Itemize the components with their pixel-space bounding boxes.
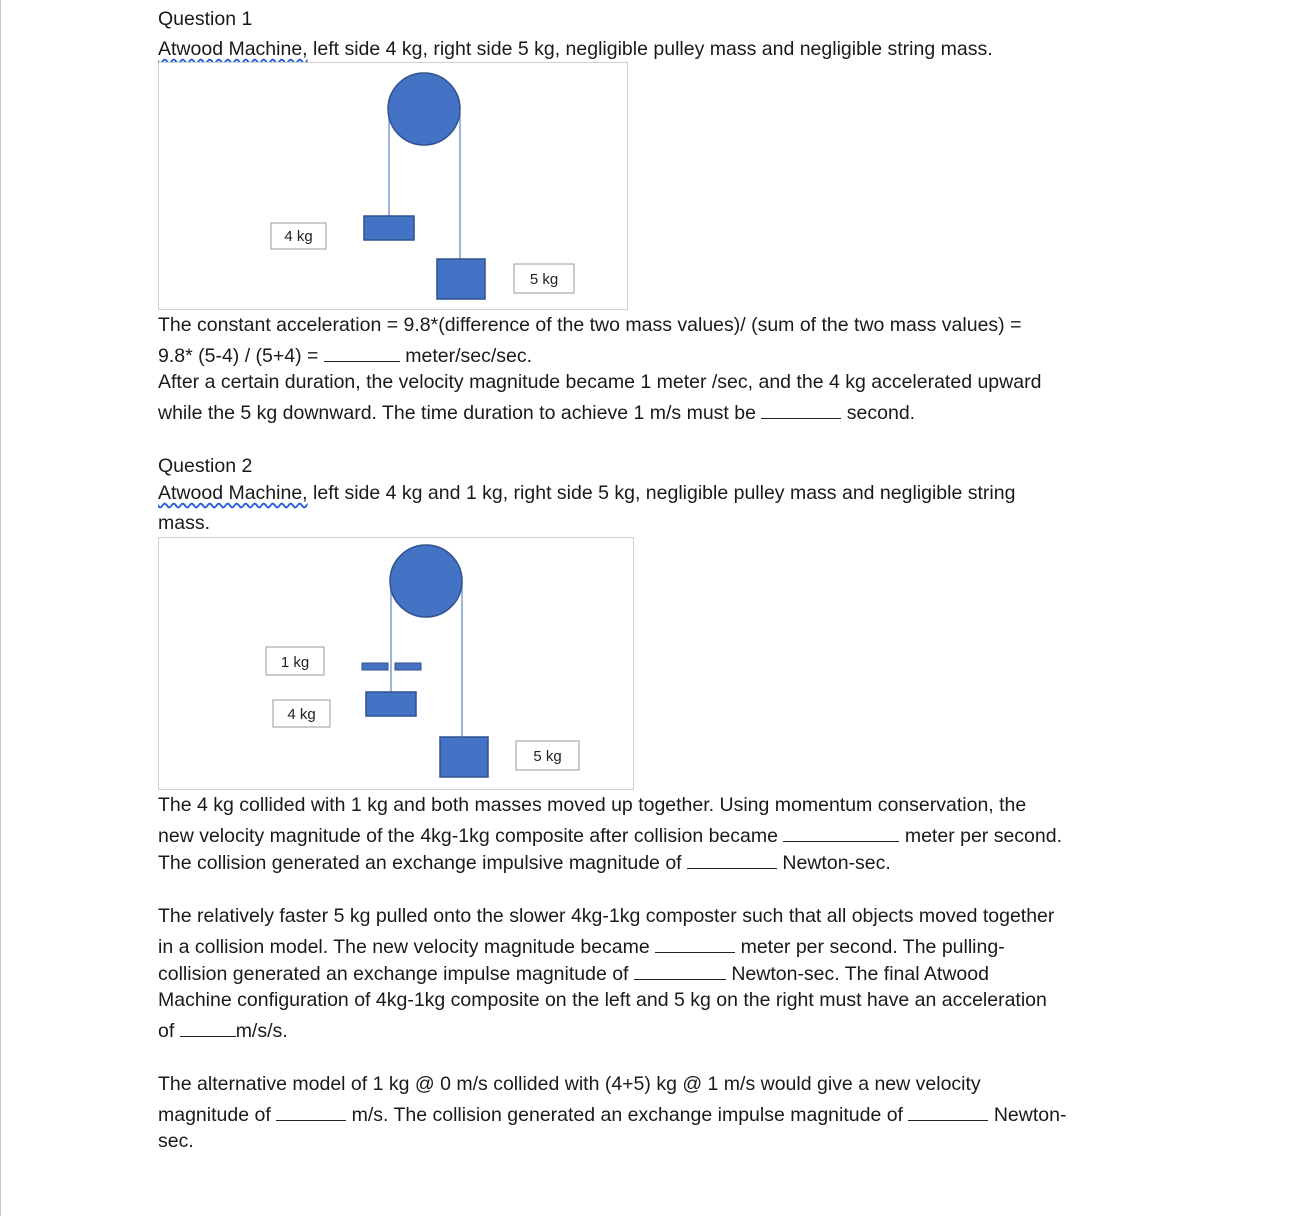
- question-1-heading: Question 1: [158, 8, 253, 30]
- q2-p3-line-1: The alternative model of 1 kg @ 0 m/s collided with (4+5) kg @ 1 m/s would give a new velocity: [158, 1073, 981, 1095]
- q2-p2-line-2: in a collision model. The new velocity magnitude became meter per second. The pulling-: [158, 936, 1005, 958]
- answer-blank-alt-velocity[interactable]: [276, 1103, 346, 1121]
- question-1-intro: Atwood Machine, left side 4 kg, right side 5 kg, negligible pulley mass and negligible string mass.: [158, 38, 993, 60]
- q2-p2-line-4: Machine configuration of 4kg-1kg composite on the left and 5 kg on the right must have an acceleration: [158, 989, 1047, 1011]
- figure-atwood-q1: [158, 62, 628, 310]
- q1-line-3: After a certain duration, the velocity magnitude became 1 meter /sec, and the 4 kg accelerated upward: [158, 371, 1042, 393]
- q2-p1-line-1: The 4 kg collided with 1 kg and both masses moved up together. Using momentum conservation, the: [158, 794, 1027, 816]
- q1-line-2: 9.8* (5-4) / (5+4) = meter/sec/sec.: [158, 345, 533, 367]
- answer-blank-composite-velocity[interactable]: [783, 824, 899, 842]
- one-kg-block-right: [395, 663, 421, 670]
- answer-blank-acceleration[interactable]: [324, 344, 400, 362]
- figure-atwood-q2: [158, 537, 634, 790]
- pulley-wheel-q2: [390, 545, 462, 617]
- five-kg-block: [440, 737, 488, 777]
- q2-p2-line-1: The relatively faster 5 kg pulled onto the slower 4kg-1kg composter such that all objects moved together: [158, 905, 1055, 927]
- pulley-wheel: [388, 73, 460, 145]
- four-kg-label: 4 kg: [287, 706, 316, 723]
- question-2-heading: Question 2: [158, 455, 253, 477]
- atwood-link-q2: Atwood Machine,: [158, 482, 308, 504]
- q2-p2-line-5: of m/s/s.: [158, 1020, 288, 1042]
- q2-p1-line-3: The collision generated an exchange impulsive magnitude of Newton-sec.: [158, 852, 891, 874]
- answer-blank-alt-impulse[interactable]: [908, 1103, 988, 1121]
- q1-line-1: The constant acceleration = 9.8*(difference of the two mass values)/ (sum of the two mass values) =: [158, 314, 1022, 336]
- atwood-link-q1: Atwood Machine,: [158, 38, 308, 60]
- five-kg-label: 5 kg: [533, 748, 562, 765]
- right-mass-label: 5 kg: [529, 271, 559, 288]
- q1-line-4: while the 5 kg downward. The time duration to achieve 1 m/s must be second.: [158, 402, 916, 424]
- answer-blank-new-velocity[interactable]: [655, 935, 735, 953]
- one-kg-block-left: [362, 663, 388, 670]
- right-mass-block: [437, 259, 485, 299]
- q2-p1-line-2: new velocity magnitude of the 4kg-1kg composite after collision became meter per second.: [158, 825, 1063, 847]
- page-left-border: [0, 0, 1, 1216]
- left-mass-block: [364, 216, 414, 240]
- q2-p2-line-3: collision generated an exchange impulse magnitude of Newton-sec. The final Atwood: [158, 963, 989, 985]
- four-kg-block: [366, 692, 416, 716]
- q2-p3-line-3: sec.: [158, 1130, 194, 1152]
- answer-blank-impulse-1[interactable]: [687, 851, 777, 869]
- question-2-intro: Atwood Machine, left side 4 kg and 1 kg, right side 5 kg, negligible pulley mass and negligible string: [158, 482, 1016, 504]
- answer-blank-final-acceleration[interactable]: [180, 1019, 236, 1037]
- one-kg-label: 1 kg: [280, 654, 310, 671]
- left-mass-label: 4 kg: [284, 228, 313, 245]
- answer-blank-impulse-2[interactable]: [634, 962, 726, 980]
- question-2-intro-cont: mass.: [158, 512, 211, 534]
- answer-blank-duration[interactable]: [761, 401, 841, 419]
- q2-p3-line-2: magnitude of m/s. The collision generated an exchange impulse magnitude of Newton-: [158, 1104, 1067, 1126]
